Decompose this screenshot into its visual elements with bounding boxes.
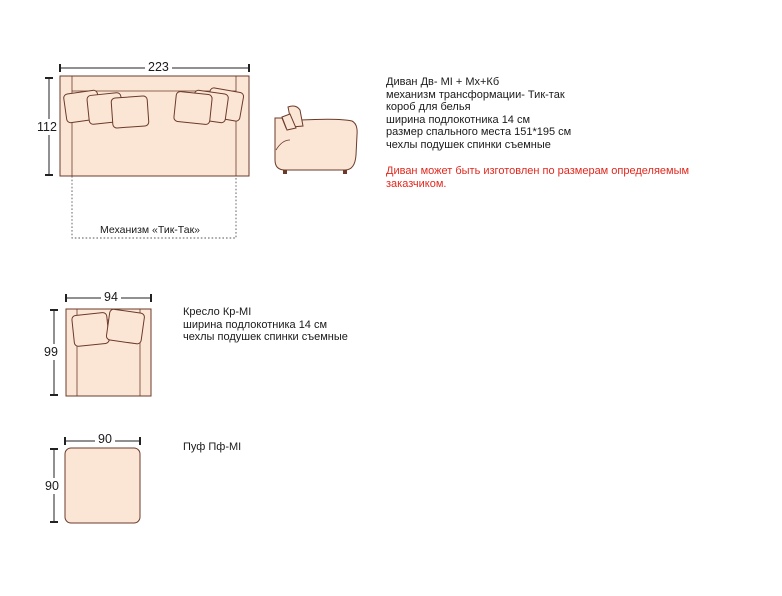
- custom-size-note: Диван может быть изготовлен по размерам определяемым заказчиком.: [386, 165, 690, 190]
- pouf-shape: [65, 448, 140, 523]
- sofa-depth-label: 112: [37, 120, 57, 134]
- sofa-spec-line: размер спального места 151*195 см: [386, 126, 572, 138]
- sofa-top-view: [49, 68, 249, 238]
- sofa-width-label: 223: [145, 60, 172, 74]
- sofa-spec-line: Диван Дв- MI + Мх+Кб: [386, 76, 500, 88]
- sofa-spec-line: ширина подлокотника 14 см: [386, 113, 531, 126]
- sofa-spec-line: чехлы подушек спинки съемные: [386, 138, 551, 151]
- pouf-width-label: 90: [95, 432, 115, 446]
- armchair-spec-line: ширина подлокотника 14 см: [183, 318, 328, 331]
- sofa-spec-line: короб для белья: [386, 101, 471, 113]
- armchair-depth-label: 99: [44, 345, 58, 359]
- pouf-top-view: [54, 441, 140, 523]
- pouf-spec-line: Пуф Пф-MI: [183, 441, 242, 453]
- sofa-specs: [386, 76, 571, 151]
- sofa-spec-line: механизм трансформации- Тик-так: [386, 88, 565, 101]
- armchair-top-view: [54, 298, 151, 396]
- pouf-depth-label: 90: [45, 479, 59, 493]
- mechanism-label: Механизм «Тик-Так»: [100, 224, 201, 236]
- armchair-width-label: 94: [101, 290, 121, 304]
- sofa-side-view: [275, 106, 357, 174]
- armchair-specs: [183, 306, 348, 344]
- sofa-back-cushions-right: [174, 87, 245, 125]
- armchair-spec-line: Кресло Кр-MI: [183, 306, 252, 318]
- armchair-spec-line: чехлы подушек спинки съемные: [183, 331, 348, 343]
